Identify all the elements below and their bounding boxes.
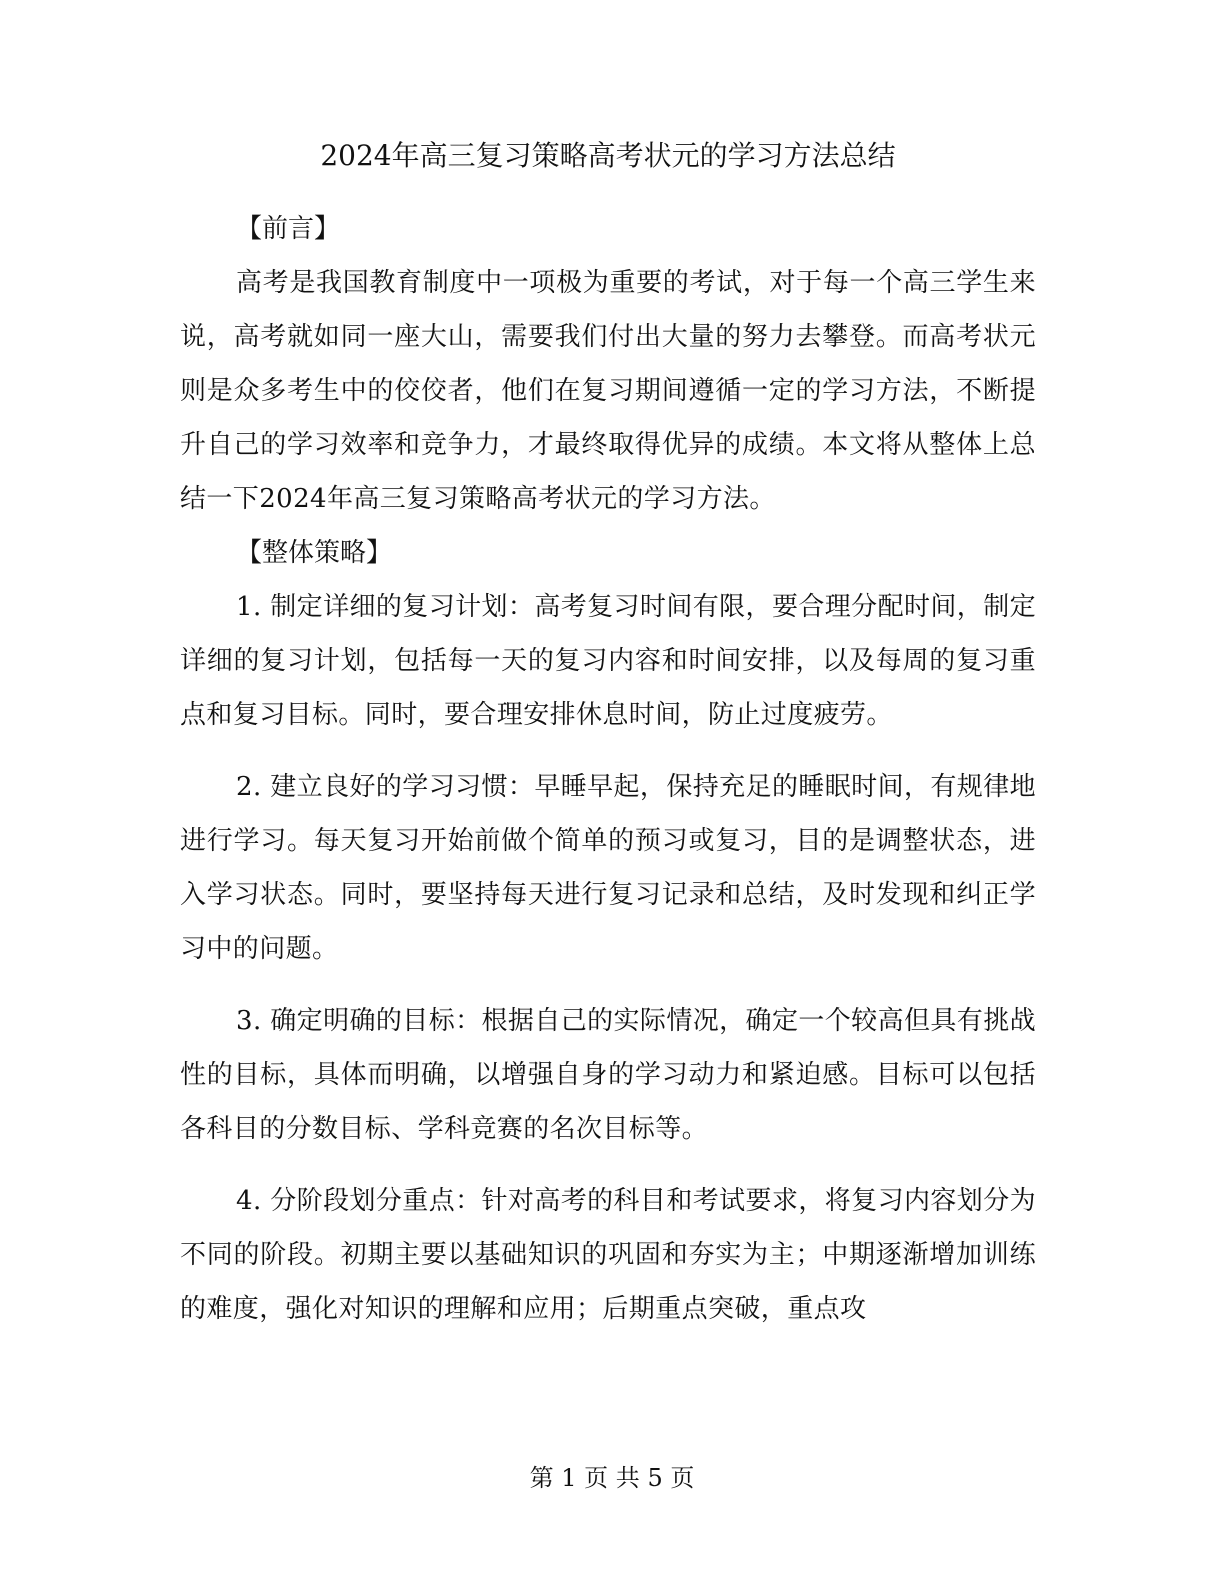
- preface-paragraph: 高考是我国教育制度中一项极为重要的考试，对于每一个高三学生来说，高考就如同一座大山，需要我们付出大量的努力去攀登。而高考状元则是众多考生中的佼佼者，他们在复习期间遵循一定的学习方法，不断提升自己的学习效率和竞争力，才最终取得优异的成绩。本文将从整体上总结一下2024年高三复习策略高考状元的学习方法。: [180, 268, 1036, 514]
- strategy-item-4: 4. 分阶段划分重点：针对高考的科目和考试要求，将复习内容划分为不同的阶段。初期主要以基础知识的巩固和夯实为主；中期逐渐增加训练的难度，强化对知识的理解和应用；后期重点突破，重点攻: [180, 1186, 1036, 1324]
- strategy-item-3: 3. 确定明确的目标：根据自己的实际情况，确定一个较高但具有挑战性的目标，具体而明确，以增强自身的学习动力和紧迫感。目标可以包括各科目的分数目标、学科竞赛的名次目标等。: [180, 1006, 1036, 1144]
- strategy-item-1: 1. 制定详细的复习计划：高考复习时间有限，要合理分配时间，制定详细的复习计划，包括每一天的复习内容和时间安排，以及每周的复习重点和复习目标。同时，要合理安排休息时间，防止过度疲劳。: [180, 592, 1036, 730]
- strategy-item-2: 2. 建立良好的学习习惯：早睡早起，保持充足的睡眠时间，有规律地进行学习。每天复习开始前做个简单的预习或复习，目的是调整状态，进入学习状态。同时，要坚持每天进行复习记录和总结，及时发现和纠正学习中的问题。: [180, 772, 1036, 964]
- page-number-footer: 第 1 页 共 5 页: [529, 1464, 695, 1492]
- section-heading-overall-strategy: 【整体策略】: [236, 538, 393, 568]
- section-heading-preface: 【前言】: [236, 214, 341, 244]
- document-body: [180, 132, 1036, 1336]
- document-title: 2024年高三复习策略高考状元的学习方法总结: [320, 139, 896, 172]
